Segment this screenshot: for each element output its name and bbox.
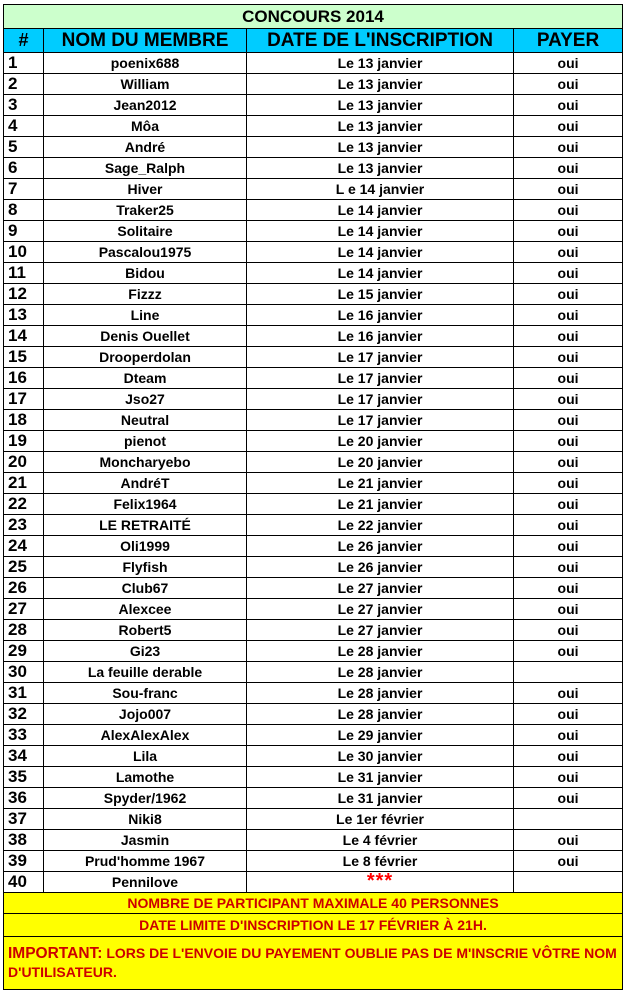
header-row xyxy=(4,29,623,53)
registration-date: Le 28 janvier xyxy=(247,662,514,683)
payment-status: oui xyxy=(514,704,623,725)
table-row xyxy=(4,536,623,557)
payment-status: oui xyxy=(514,305,623,326)
registration-date: Le 13 janvier xyxy=(247,95,514,116)
payment-status: oui xyxy=(514,263,623,284)
payment-status: oui xyxy=(514,116,623,137)
payment-status: oui xyxy=(514,494,623,515)
table-row xyxy=(4,221,623,242)
payment-status: oui xyxy=(514,431,623,452)
registration-date: Le 28 janvier xyxy=(247,704,514,725)
row-number: 4 xyxy=(4,116,44,137)
registration-date: Le 28 janvier xyxy=(247,641,514,662)
registration-date: Le 14 janvier xyxy=(247,200,514,221)
important-note xyxy=(4,937,623,990)
registration-date: Le 13 janvier xyxy=(247,137,514,158)
table-row xyxy=(4,662,623,683)
registration-date: Le 27 janvier xyxy=(247,599,514,620)
table-row xyxy=(4,242,623,263)
row-number: 17 xyxy=(4,389,44,410)
table-row xyxy=(4,116,623,137)
deadline-row xyxy=(4,914,623,937)
payment-status: oui xyxy=(514,368,623,389)
member-name: Gi23 xyxy=(44,641,247,662)
table-row xyxy=(4,200,623,221)
row-number: 16 xyxy=(4,368,44,389)
row-number: 33 xyxy=(4,725,44,746)
payment-status xyxy=(514,872,623,893)
max-participants-note: NOMBRE DE PARTICIPANT MAXIMALE 40 PERSONNES xyxy=(4,893,623,914)
registration-date: Le 20 janvier xyxy=(247,431,514,452)
row-number: 36 xyxy=(4,788,44,809)
registration-date: Le 13 janvier xyxy=(247,116,514,137)
payment-status: oui xyxy=(514,851,623,872)
table-row xyxy=(4,74,623,95)
member-name: Prud'homme 1967 xyxy=(44,851,247,872)
row-number: 2 xyxy=(4,74,44,95)
row-number: 15 xyxy=(4,347,44,368)
row-number: 34 xyxy=(4,746,44,767)
registration-date: Le 22 janvier xyxy=(247,515,514,536)
column-header-registration-date: DATE DE L'INSCRIPTION xyxy=(247,29,514,53)
member-name: Neutral xyxy=(44,410,247,431)
row-number: 39 xyxy=(4,851,44,872)
row-number: 24 xyxy=(4,536,44,557)
member-name: Pennilove xyxy=(44,872,247,893)
column-header-payer: PAYER xyxy=(514,29,623,53)
registration-date: Le 21 janvier xyxy=(247,494,514,515)
table-row xyxy=(4,95,623,116)
member-name: Lamothe xyxy=(44,767,247,788)
row-number: 26 xyxy=(4,578,44,599)
payment-status xyxy=(514,809,623,830)
table-row xyxy=(4,410,623,431)
member-name: Jso27 xyxy=(44,389,247,410)
registration-date: Le 17 janvier xyxy=(247,389,514,410)
registration-date: Le 27 janvier xyxy=(247,620,514,641)
row-number: 38 xyxy=(4,830,44,851)
member-name: LE RETRAITÉ xyxy=(44,515,247,536)
payment-status: oui xyxy=(514,74,623,95)
row-number: 30 xyxy=(4,662,44,683)
table-row xyxy=(4,767,623,788)
row-number: 11 xyxy=(4,263,44,284)
registration-date: Le 4 février xyxy=(247,830,514,851)
member-name: Jasmin xyxy=(44,830,247,851)
row-number: 18 xyxy=(4,410,44,431)
table-row xyxy=(4,347,623,368)
payment-status: oui xyxy=(514,620,623,641)
member-name: Bidou xyxy=(44,263,247,284)
column-header-member-name: NOM DU MEMBRE xyxy=(44,29,247,53)
deadline-note: DATE LIMITE D'INSCRIPTION LE 17 FÉVRIER À 21H. xyxy=(4,914,623,937)
member-name: Sage_Ralph xyxy=(44,158,247,179)
table-row xyxy=(4,158,623,179)
row-number: 21 xyxy=(4,473,44,494)
payment-status: oui xyxy=(514,221,623,242)
row-number: 35 xyxy=(4,767,44,788)
member-name: Fizzz xyxy=(44,284,247,305)
row-number: 32 xyxy=(4,704,44,725)
registration-date: Le 17 janvier xyxy=(247,368,514,389)
registration-date: Le 27 janvier xyxy=(247,578,514,599)
member-name: Sou-franc xyxy=(44,683,247,704)
payment-status: oui xyxy=(514,830,623,851)
member-name: AndréT xyxy=(44,473,247,494)
registration-date: Le 26 janvier xyxy=(247,557,514,578)
member-name: Spyder/1962 xyxy=(44,788,247,809)
member-name: AlexAlexAlex xyxy=(44,725,247,746)
table-row xyxy=(4,830,623,851)
payment-status: oui xyxy=(514,200,623,221)
row-number: 25 xyxy=(4,557,44,578)
registration-date: Le 16 janvier xyxy=(247,305,514,326)
member-name: Traker25 xyxy=(44,200,247,221)
payment-status: oui xyxy=(514,557,623,578)
member-name: Drooperdolan xyxy=(44,347,247,368)
payment-status: oui xyxy=(514,536,623,557)
member-name: Denis Ouellet xyxy=(44,326,247,347)
table-row xyxy=(4,578,623,599)
row-number: 13 xyxy=(4,305,44,326)
registration-date: L e 14 janvier xyxy=(247,179,514,200)
table-row xyxy=(4,704,623,725)
member-name: Felix1964 xyxy=(44,494,247,515)
row-number: 19 xyxy=(4,431,44,452)
member-name: Dteam xyxy=(44,368,247,389)
registration-date: Le 14 janvier xyxy=(247,242,514,263)
registration-date: Le 16 janvier xyxy=(247,326,514,347)
row-number: 37 xyxy=(4,809,44,830)
payment-status: oui xyxy=(514,452,623,473)
payment-status: oui xyxy=(514,347,623,368)
registration-date: Le 30 janvier xyxy=(247,746,514,767)
row-number: 8 xyxy=(4,200,44,221)
payment-status xyxy=(514,662,623,683)
table-row xyxy=(4,263,623,284)
payment-status: oui xyxy=(514,746,623,767)
payment-status: oui xyxy=(514,473,623,494)
payment-status: oui xyxy=(514,389,623,410)
row-number: 7 xyxy=(4,179,44,200)
payment-status: oui xyxy=(514,578,623,599)
table-row xyxy=(4,746,623,767)
payment-status: oui xyxy=(514,95,623,116)
registration-date: Le 13 janvier xyxy=(247,74,514,95)
registration-date: Le 14 janvier xyxy=(247,221,514,242)
payment-status: oui xyxy=(514,179,623,200)
table-row xyxy=(4,473,623,494)
payment-status: oui xyxy=(514,788,623,809)
important-text: LORS DE L'ENVOIE DU PAYEMENT OUBLIE PAS DE M'INSCRIE VÔTRE NOM D'UTILISATEUR. xyxy=(8,945,617,980)
member-name: Moncharyebo xyxy=(44,452,247,473)
row-number: 6 xyxy=(4,158,44,179)
registration-date: Le 31 janvier xyxy=(247,767,514,788)
member-name: Niki8 xyxy=(44,809,247,830)
payment-status: oui xyxy=(514,137,623,158)
table-row xyxy=(4,305,623,326)
registration-date: Le 15 janvier xyxy=(247,284,514,305)
table-row xyxy=(4,368,623,389)
table-row xyxy=(4,284,623,305)
registration-date: Le 21 janvier xyxy=(247,473,514,494)
member-name: Club67 xyxy=(44,578,247,599)
payment-status: oui xyxy=(514,284,623,305)
registration-table xyxy=(3,4,623,990)
title-row xyxy=(4,5,623,29)
payment-status: oui xyxy=(514,599,623,620)
member-name: Oli1999 xyxy=(44,536,247,557)
payment-status: oui xyxy=(514,725,623,746)
payment-status: oui xyxy=(514,326,623,347)
table-row xyxy=(4,137,623,158)
member-name: William xyxy=(44,74,247,95)
row-number: 28 xyxy=(4,620,44,641)
member-name: Robert5 xyxy=(44,620,247,641)
table-row xyxy=(4,641,623,662)
payment-status: oui xyxy=(514,641,623,662)
member-name: André xyxy=(44,137,247,158)
table-row xyxy=(4,515,623,536)
registration-date: Le 31 janvier xyxy=(247,788,514,809)
table-row xyxy=(4,851,623,872)
member-name: Pascalou1975 xyxy=(44,242,247,263)
row-number: 3 xyxy=(4,95,44,116)
member-name: La feuille derable xyxy=(44,662,247,683)
payment-status: oui xyxy=(514,53,623,74)
row-number: 29 xyxy=(4,641,44,662)
table-row xyxy=(4,872,623,893)
registration-date: Le 29 janvier xyxy=(247,725,514,746)
table-row xyxy=(4,179,623,200)
table-row xyxy=(4,725,623,746)
table-row xyxy=(4,599,623,620)
registration-date: Le 13 janvier xyxy=(247,158,514,179)
payment-status: oui xyxy=(514,158,623,179)
important-row xyxy=(4,937,623,990)
member-name: Hiver xyxy=(44,179,247,200)
member-name: Alexcee xyxy=(44,599,247,620)
member-rows xyxy=(4,53,623,893)
row-number: 14 xyxy=(4,326,44,347)
row-number: 9 xyxy=(4,221,44,242)
member-name: pienot xyxy=(44,431,247,452)
registration-date: Le 28 janvier xyxy=(247,683,514,704)
page-title: CONCOURS 2014 xyxy=(4,5,623,29)
row-number: 22 xyxy=(4,494,44,515)
important-label: IMPORTANT: xyxy=(8,945,103,962)
table-row xyxy=(4,389,623,410)
payment-status: oui xyxy=(514,683,623,704)
registration-date xyxy=(247,872,514,893)
member-name: Jojo007 xyxy=(44,704,247,725)
payment-status: oui xyxy=(514,410,623,431)
registration-date: Le 17 janvier xyxy=(247,410,514,431)
payment-status: oui xyxy=(514,767,623,788)
row-number: 10 xyxy=(4,242,44,263)
member-name: Solitaire xyxy=(44,221,247,242)
row-number: 5 xyxy=(4,137,44,158)
member-name: Lila xyxy=(44,746,247,767)
registration-date: Le 14 janvier xyxy=(247,263,514,284)
payment-status: oui xyxy=(514,515,623,536)
row-number: 27 xyxy=(4,599,44,620)
table-row xyxy=(4,788,623,809)
max-participants-row xyxy=(4,893,623,914)
member-name: poenix688 xyxy=(44,53,247,74)
registration-date: Le 1er février xyxy=(247,809,514,830)
row-number: 1 xyxy=(4,53,44,74)
member-name: Môa xyxy=(44,116,247,137)
table-row xyxy=(4,53,623,74)
registration-date: Le 8 février xyxy=(247,851,514,872)
row-number: 40 xyxy=(4,872,44,893)
table-row xyxy=(4,683,623,704)
member-name: Jean2012 xyxy=(44,95,247,116)
payment-status: oui xyxy=(514,242,623,263)
row-number: 20 xyxy=(4,452,44,473)
member-name: Line xyxy=(44,305,247,326)
table-row xyxy=(4,809,623,830)
row-number: 12 xyxy=(4,284,44,305)
table-row xyxy=(4,557,623,578)
pending-stars: *** xyxy=(366,871,394,892)
table-row xyxy=(4,452,623,473)
row-number: 31 xyxy=(4,683,44,704)
registration-date: Le 17 janvier xyxy=(247,347,514,368)
column-header-number: # xyxy=(4,29,44,53)
registration-date: Le 20 janvier xyxy=(247,452,514,473)
contest-sheet xyxy=(3,4,622,990)
table-row xyxy=(4,326,623,347)
registration-date: Le 26 janvier xyxy=(247,536,514,557)
registration-date: Le 13 janvier xyxy=(247,53,514,74)
table-row xyxy=(4,494,623,515)
table-row xyxy=(4,431,623,452)
row-number: 23 xyxy=(4,515,44,536)
member-name: Flyfish xyxy=(44,557,247,578)
table-row xyxy=(4,620,623,641)
